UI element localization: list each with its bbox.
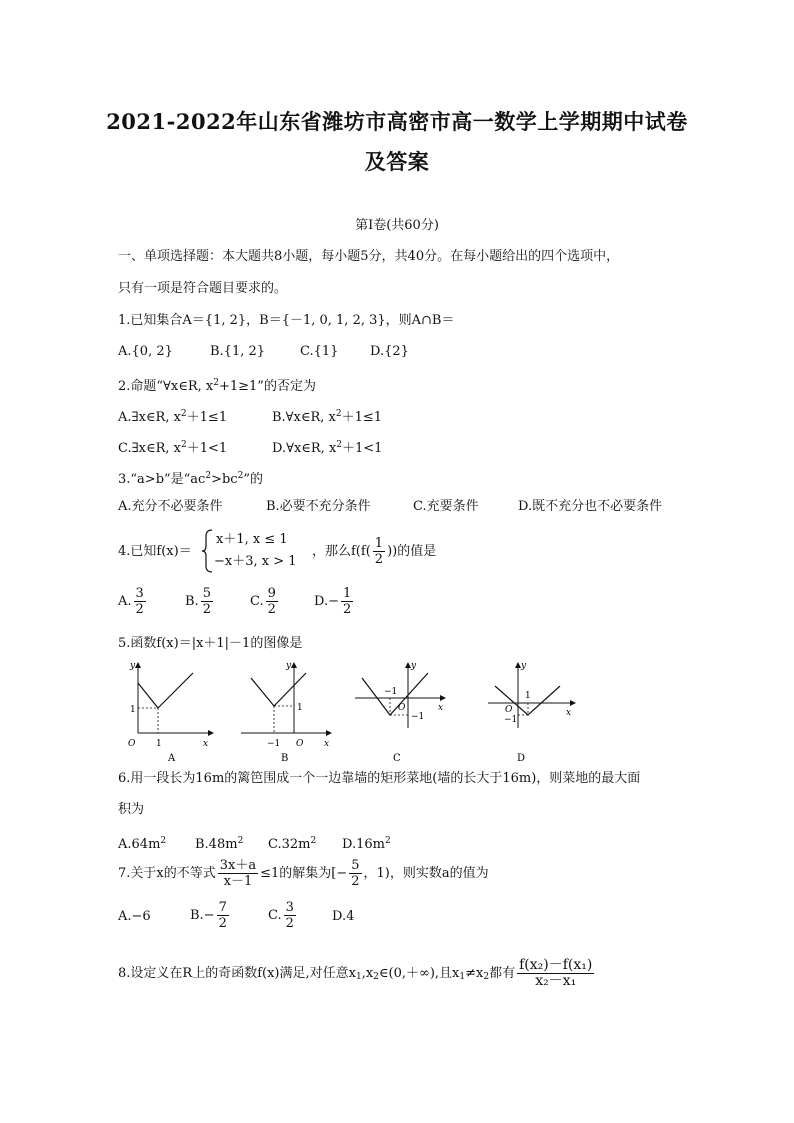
denominator: 2: [285, 916, 294, 931]
tick-label: 1: [525, 691, 531, 701]
x-axis-label: x: [203, 739, 209, 749]
q3-stem-part: >bc: [211, 472, 238, 487]
denominator: x₂－x₁: [535, 973, 577, 989]
option-label: C.: [268, 908, 282, 923]
q2-option-d: [272, 436, 382, 458]
graph-option-d: [480, 658, 580, 768]
q2-a-part: ＋1≤1: [186, 410, 228, 425]
subscript: 1: [355, 972, 362, 982]
instructions-line1: 一、单项选择题：本大题共8小题，每小题5分，共40分。在每小题给出的四个选项中，: [118, 249, 620, 264]
question-1-stem: 1.已知集合A＝{1, 2}，B＝{－1, 0, 1, 2, 3}，则A∩B＝: [118, 313, 455, 328]
q6-option-a: [118, 832, 166, 854]
y-axis-label: y: [411, 661, 417, 671]
fraction-one-half: [373, 536, 385, 567]
q7-stem-part: 7.关于x的不等式: [118, 866, 216, 881]
q8-stem-part: ≠x: [465, 966, 484, 981]
function-graph: [138, 673, 193, 708]
tick-label: −1: [504, 715, 518, 725]
origin-label: O: [296, 739, 304, 749]
option-text: D.16m: [342, 837, 385, 852]
q4-stem-part: 4.已知f(x)＝: [118, 544, 192, 559]
q7-option-d: D.4: [332, 909, 355, 924]
denominator: x－1: [223, 874, 253, 889]
q2-d-part: D.∀x∈R, x: [272, 441, 337, 456]
q2-c-part: C.∃x∈R, x: [118, 441, 182, 456]
superscript: 2: [237, 471, 244, 481]
q1-option-b: B.{1, 2}: [210, 344, 266, 359]
subscript: 2: [483, 972, 490, 982]
superscript: 2: [336, 440, 343, 450]
denominator: 2: [351, 874, 360, 889]
tick-label: 1: [156, 739, 162, 749]
option-text: B.48m: [195, 837, 238, 852]
superscript: 2: [205, 471, 212, 481]
q1-option-c: C.{1}: [300, 344, 339, 359]
x-axis-label: x: [566, 708, 572, 718]
q3-stem-part: ”的: [243, 472, 263, 487]
graph-caption: B: [281, 753, 289, 764]
denominator: 2: [374, 552, 384, 567]
q7-option-a: A.−6: [118, 909, 151, 924]
q2-stem-part: 2.命题“∀x∈R, x: [118, 379, 214, 394]
option-label: D.−: [314, 594, 339, 609]
q6-option-c: [268, 832, 316, 854]
numerator: 5: [202, 586, 211, 601]
q2-stem-part: +1≥1”的否定为: [218, 379, 316, 394]
q2-b-part: B.∀x∈R, x: [272, 410, 336, 425]
fraction: [201, 586, 213, 617]
origin-label: O: [398, 703, 406, 713]
numerator: 9: [267, 586, 276, 601]
q7-option-b: [190, 900, 231, 931]
q3-option-d: D.既不充分也不必要条件: [518, 499, 663, 514]
fraction: [266, 586, 278, 617]
numerator: f(x₂)－f(x₁): [519, 957, 593, 973]
instructions-line2: 只有一项是符合题目要求的。: [118, 281, 288, 296]
q2-option-c: [118, 436, 227, 458]
fraction: [284, 900, 296, 931]
section-heading: 第Ⅰ卷(共60分): [355, 218, 439, 233]
document-title-line2: 及答案: [364, 149, 430, 174]
q4-stem-tail: [312, 536, 436, 567]
q6-option-b: [195, 832, 243, 854]
q3-option-b: B.必要不充分条件: [266, 499, 371, 514]
fraction-inequality: [218, 858, 258, 889]
question-2-stem: [118, 374, 316, 396]
fraction: [349, 858, 361, 889]
tick-label: −1: [267, 739, 281, 749]
q4-option-a: [118, 586, 148, 617]
y-axis-label: y: [130, 661, 136, 671]
y-axis-label: y: [286, 661, 292, 671]
q2-d-part: ＋1<1: [342, 441, 383, 456]
numerator: 1: [342, 586, 352, 601]
superscript: 2: [310, 836, 317, 846]
superscript: 2: [335, 409, 342, 419]
tick-label: −1: [384, 687, 398, 697]
q2-b-part: ＋1≤1: [341, 410, 383, 425]
superscript: 2: [180, 409, 187, 419]
numerator: 5: [351, 858, 360, 873]
piecewise-brace-icon: [200, 528, 214, 574]
fraction: [134, 586, 146, 617]
q3-option-c: C.充要条件: [413, 499, 479, 514]
question-5-stem: 5.函数f(x)＝|x＋1|－1的图像是: [118, 636, 303, 651]
question-4-stem: [118, 543, 192, 561]
origin-label: O: [505, 705, 513, 715]
q3-stem-part: 3.“a>b”是“ac: [118, 472, 206, 487]
question-8-stem: [118, 958, 596, 989]
graph-caption: C: [393, 753, 401, 764]
q8-stem-part: ∈(0,＋∞),且x: [378, 966, 460, 981]
q2-a-part: A.∃x∈R, x: [118, 410, 181, 425]
subscript: 1: [459, 972, 466, 982]
denominator: 2: [218, 916, 227, 931]
fraction: [341, 586, 353, 617]
q8-stem-part: ,x: [361, 966, 374, 981]
tick-label: −1: [411, 712, 425, 722]
tick-label: 1: [297, 703, 303, 713]
numerator: 1: [374, 536, 384, 551]
denominator: 2: [202, 602, 211, 617]
superscript: 2: [181, 440, 187, 450]
q8-stem-part: 都有: [489, 966, 516, 981]
question-6-line2: 积为: [118, 802, 145, 817]
document-title-line1: 2021-2022年山东省潍坊市高密市高一数学上学期期中试卷: [106, 109, 688, 134]
tick-label: 1: [130, 705, 136, 715]
option-label: C.: [250, 594, 264, 609]
q7-stem-part: ≤1的解集为[−: [260, 866, 348, 881]
superscript: 2: [237, 836, 244, 846]
q2-c-part: ＋1<1: [186, 441, 228, 456]
option-text: C.32m: [268, 837, 311, 852]
graph-option-b: [236, 658, 336, 768]
q4-option-b: [185, 586, 215, 617]
question-6-line1: 6.用一段长为16m的篱笆围成一个一边靠墙的矩形菜地(墙的长大于16m)，则菜地的最大面: [118, 771, 641, 786]
numerator: 3: [135, 586, 144, 601]
q2-option-b: [272, 405, 382, 427]
q1-option-d: D.{2}: [370, 344, 409, 359]
option-label: B.−: [190, 908, 215, 923]
q4-stem-part: ，那么f(f(: [312, 544, 371, 559]
q4-case-2: −x＋3, x > 1: [214, 554, 297, 569]
q7-stem-part: ，1)，则实数a的值为: [363, 866, 489, 881]
superscript: 2: [160, 836, 167, 846]
graph-caption: A: [168, 753, 176, 764]
numerator: 3: [285, 900, 294, 915]
graph-option-a: [118, 658, 218, 768]
denominator: 2: [135, 602, 144, 617]
q6-option-d: [342, 832, 391, 854]
q4-option-d: [314, 586, 355, 617]
origin-label: O: [128, 739, 136, 749]
superscript: 2: [213, 378, 219, 388]
graph-option-c: [350, 658, 450, 768]
q1-option-a: A.{0, 2}: [118, 344, 173, 359]
option-label: B.: [185, 594, 199, 609]
subscript: 2: [373, 972, 379, 982]
question-7-stem: [118, 858, 489, 889]
q3-option-a: A.充分不必要条件: [118, 499, 223, 514]
fraction-difference-quotient: [517, 958, 594, 989]
numerator: 7: [218, 900, 227, 915]
graph-caption: D: [517, 753, 526, 764]
x-axis-label: x: [324, 739, 330, 749]
q7-option-c: [268, 900, 298, 931]
y-axis-label: y: [521, 661, 527, 671]
fraction: [217, 900, 229, 931]
numerator: 3x＋a: [219, 858, 257, 873]
x-axis-label: x: [438, 703, 444, 713]
denominator: 2: [342, 602, 352, 617]
q4-option-c: [250, 586, 280, 617]
question-3-stem: [118, 467, 263, 489]
q2-option-a: [118, 405, 227, 427]
q4-case-1: x＋1, x ≤ 1: [216, 532, 288, 547]
q8-stem-part: 8.设定义在R上的奇函数f(x)满足,对任意x: [118, 966, 356, 981]
option-label: A.: [118, 594, 132, 609]
q4-stem-part: ))的值是: [387, 544, 437, 559]
denominator: 2: [267, 602, 276, 617]
superscript: 2: [384, 836, 391, 846]
function-graph: [251, 673, 306, 706]
option-text: A.64m: [118, 837, 161, 852]
